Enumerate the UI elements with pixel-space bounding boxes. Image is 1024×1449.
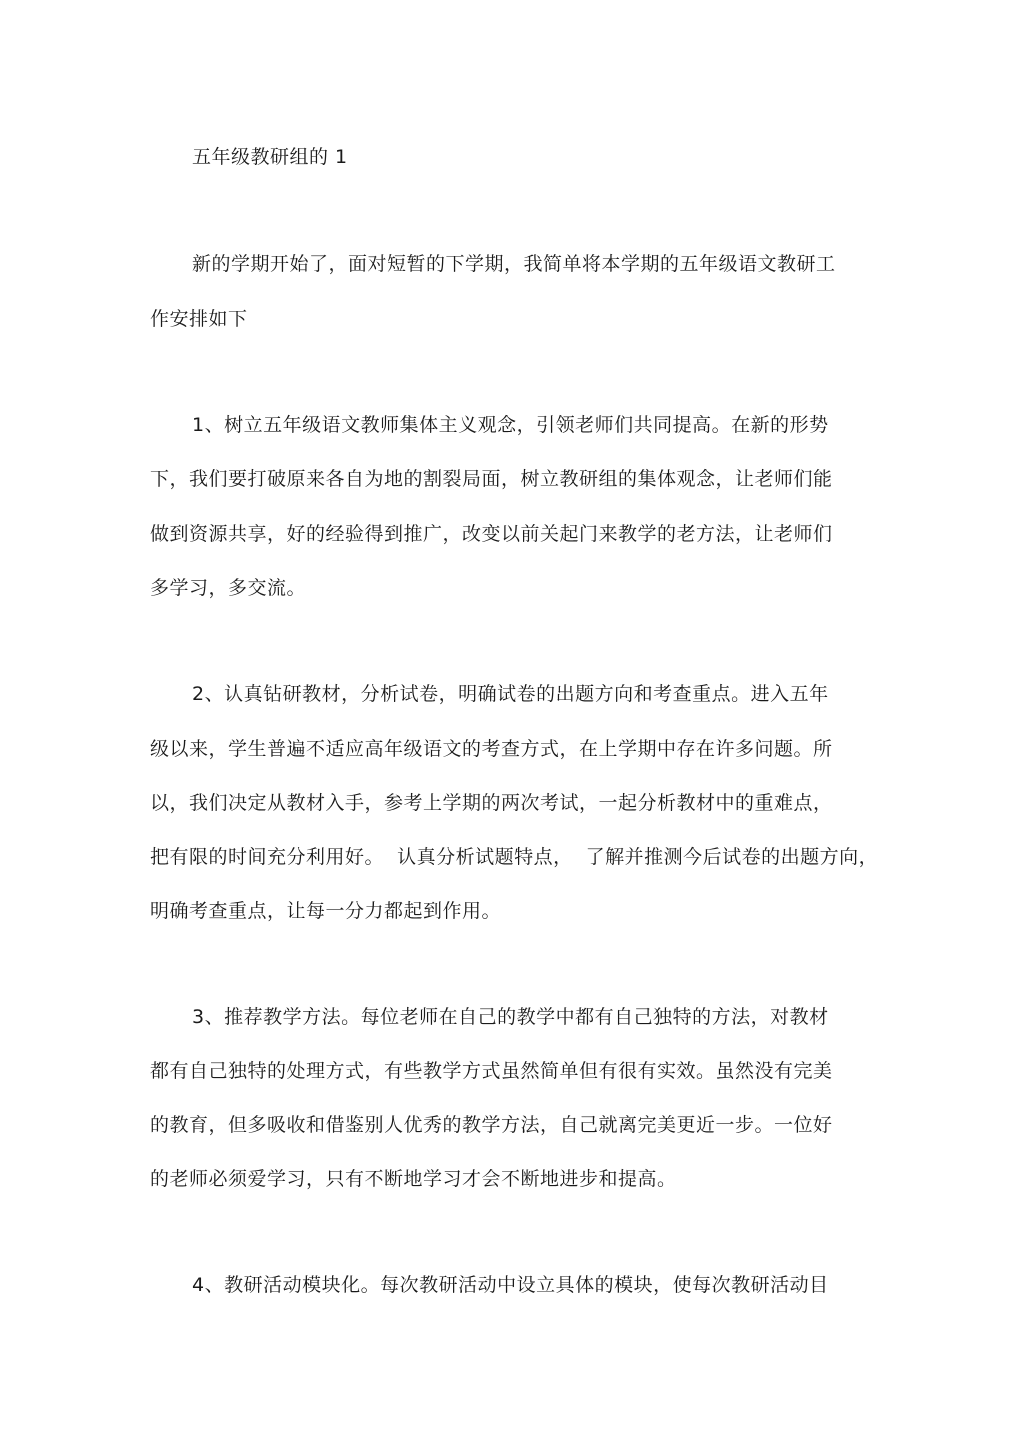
paragraph-2-line: 明确考查重点，让每一分力都起到作用。 [150,900,502,922]
paragraph-2-line: 把有限的时间充分利用好。 认真分析试题特点， 了解并推测今后试卷的出题方向， [150,846,879,868]
paragraph-3-line: 都有自己独特的处理方式，有些教学方式虽然简单但有很有实效。虽然没有完美 [150,1060,833,1082]
paragraph-2-line: 2、认真钻研教材，分析试卷，明确试卷的出题方向和考查重点。进入五年 [192,683,829,705]
paragraph-2-line: 级以来，学生普遍不适应高年级语文的考查方式，在上学期中存在许多问题。所 [150,738,833,760]
paragraph-3-line: 的老师必须爱学习，只有不断地学习才会不断地进步和提高。 [150,1168,677,1190]
paragraph-4-line: 4、教研活动模块化。每次教研活动中设立具体的模块，使每次教研活动目 [192,1274,829,1296]
intro-line: 作安排如下 [150,308,248,330]
paragraph-3-line: 3、推荐教学方法。每位老师在自己的教学中都有自己独特的方法，对教材 [192,1006,829,1028]
intro-line: 新的学期开始了，面对短暂的下学期，我简单将本学期的五年级语文教研工 [192,253,836,275]
paragraph-1-line: 下，我们要打破原来各自为地的割裂局面，树立教研组的集体观念，让老师们能 [150,468,833,490]
paragraph-2-line: 以，我们决定从教材入手，参考上学期的两次考试，一起分析教材中的重难点， [150,792,833,814]
paragraph-1-line: 1、树立五年级语文教师集体主义观念，引领老师们共同提高。在新的形势 [192,414,829,436]
paragraph-3-line: 的教育，但多吸收和借鉴别人优秀的教学方法，自己就离完美更近一步。一位好 [150,1114,833,1136]
paragraph-1-line: 做到资源共享，好的经验得到推广，改变以前关起门来教学的老方法，让老师们 [150,523,833,545]
document-heading: 五年级教研组的 1 [192,146,348,168]
paragraph-1-line: 多学习，多交流。 [150,577,307,599]
